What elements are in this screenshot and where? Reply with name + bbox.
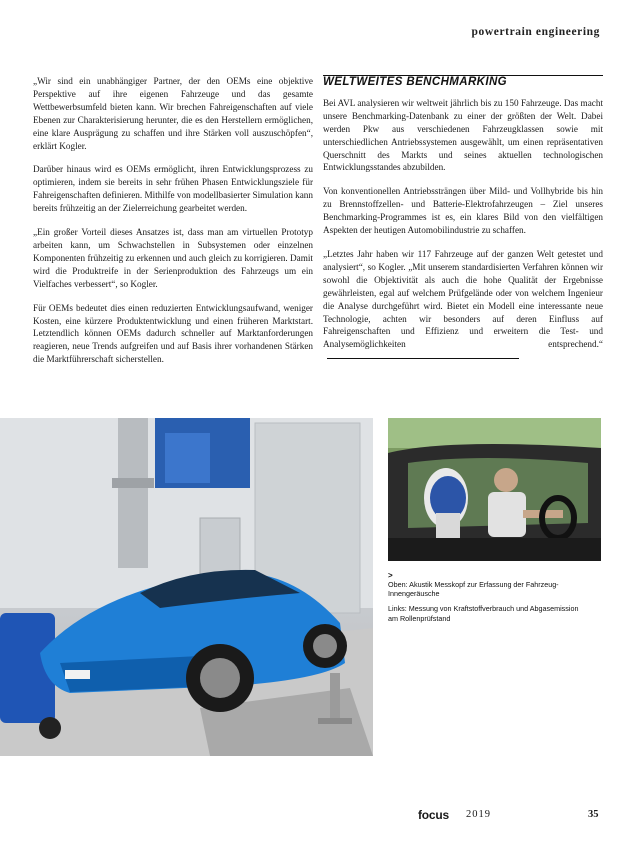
left-column bbox=[33, 75, 313, 377]
paragraph: Darüber hinaus wird es OEMs ermöglicht, ihren Entwicklungsprozess zu optimieren, indem sie bereits in sehr frühen Phasen Entwicklungsziele für Fahreigenschaften definieren. Mithilfe von modellbasierter Simulation kann bereits frühzeitig an der Zielerreichung gearbeitet werden. bbox=[33, 164, 313, 214]
photo-roller-test-bench bbox=[0, 418, 373, 756]
section-label: powertrain engineering bbox=[471, 26, 600, 38]
page-footer bbox=[0, 808, 634, 828]
caption-arrow-icon: > bbox=[388, 571, 393, 580]
paragraph: „Ein großer Vorteil dieses Ansatzes ist, dass man am virtuellen Prototyp arbeiten kann, um Schwachstellen in Subsystemen oder einzelnen Komponenten frühzeitig zu erkennen und auch gleich zu korrigieren. Damit wird die Produktreife in der Serienproduktion des Fahrzeugs um ein Vielfaches verbessert“, so Kogler. bbox=[33, 227, 313, 289]
caption-left: Links: Messung von Kraftstoffverbrauch und Abgasemission am Rollenprüfstand bbox=[388, 604, 579, 623]
section-heading: WELTWEITES BENCHMARKING bbox=[323, 75, 603, 89]
paragraph: Für OEMs bedeutet dies einen reduzierten Entwicklungsaufwand, weniger Kosten, eine kürzere Produktentwicklung und einen früheren Marktstart. Letztendlich können OEMs dadurch schneller auf Marktanforderungen reagieren, neue Trends aufgreifen und auf Basis ihrer vorhandenen Stärken die Marktführerschaft sicherstellen. bbox=[33, 302, 313, 365]
paragraph-last bbox=[323, 248, 603, 364]
test-bench-illustration bbox=[0, 418, 373, 756]
caption-top: Oben: Akustik Messkopf zur Erfassung der Fahrzeug-Innengeräusche bbox=[388, 580, 559, 599]
paragraph-text: „Letztes Jahr haben wir 117 Fahrzeuge auf der ganzen Welt getestet und analysiert“, so Kogler. „Mit unserem standardisierten Verfahren können wir sowohl die Objektivität als auch die hohe Qualität der Ergebnisse gewährleisten, egal auf welchem Prüfgelände oder von welchem Ingenieur die Analyse durchgeführt wird. Bietet ein Modell eine interessante neue Technologie, achten wir besonders auf deren Einfluss auf Fahreigenschaften und Effizienz und erweitern die Test- und Analysemöglichkeiten entsprechend.“ bbox=[323, 248, 603, 350]
magazine-logo: focus bbox=[418, 808, 450, 822]
paragraph: „Wir sind ein unabhängiger Partner, der den OEMs eine objektive Perspektive auf ihre eigenen Fahrzeuge und das gesamte Wettbewerbsumfeld bieten kann. Wir brechen Fahreigenschaften auf viele Ebenen zur Charakterisierung herunter, die es den Herstellern ermöglichen, eine klare Ausprägung zu schaffen und ihre Stärken voll auszuschöpfen“, erklärt Kogler. bbox=[33, 76, 313, 151]
photo-captions bbox=[388, 572, 588, 629]
end-rule bbox=[327, 358, 519, 359]
acoustic-head-illustration bbox=[388, 418, 601, 561]
photo-acoustic-head bbox=[388, 418, 601, 561]
right-column bbox=[323, 75, 603, 375]
page-number: 35 bbox=[588, 809, 599, 820]
issue-year: 2019 bbox=[466, 809, 491, 820]
paragraph: Von konventionellen Antriebssträngen über Mild- und Vollhybride bis hin zu Brennstoffzellen- und Batterie-Elektrofahrzeugen – Ziel unseres Benchmarking-Programmes ist es, ein klares Bild von den vielfältigen Aspekten der heutigen Automobilindustrie zu schaffen. bbox=[323, 186, 603, 236]
paragraph: Bei AVL analysieren wir weltweit jährlich bis zu 150 Fahrzeuge. Das macht unsere Benchmarking-Datenbank zu einer der größten der Welt. Dabei werden Pkw aus verschiedenen Fahrzeugklassen sowie mit unterschiedlichen Antriebssystemen ausgewählt, um einen repräsentativen Querschnitt des Markts und seines aktuellen technologischen Entwicklungsstandes abzubilden. bbox=[323, 97, 603, 173]
